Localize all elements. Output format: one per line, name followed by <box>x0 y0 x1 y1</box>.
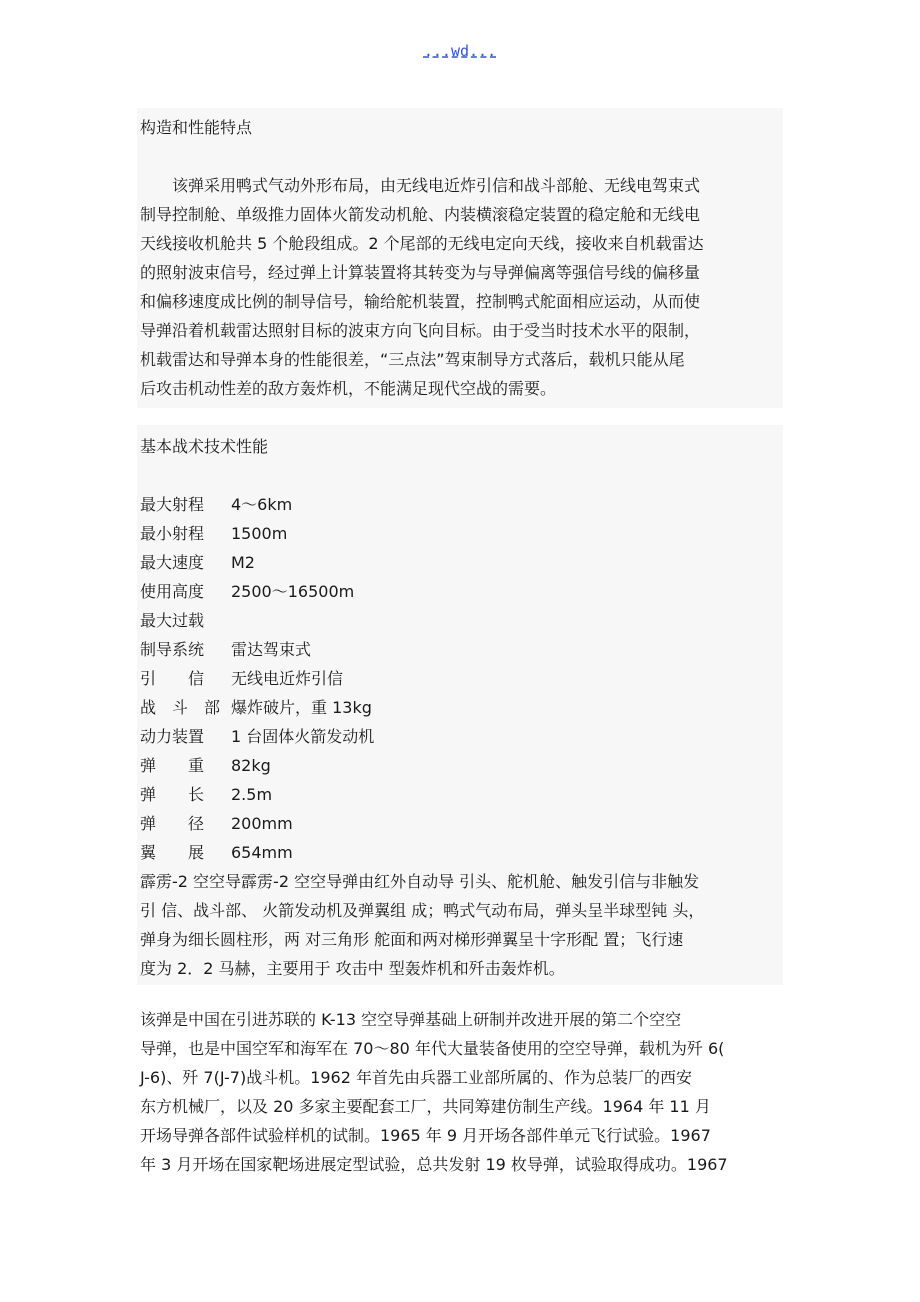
spec-row <box>140 635 786 664</box>
spec-row <box>140 664 786 693</box>
spec-value: M2 <box>231 553 255 572</box>
paragraph-line: 的照射波束信号，经过弹上计算装置将其转变为与导弹偏离等强信号线的偏移量 <box>140 263 701 282</box>
spec-key: 最大过载 <box>140 611 205 630</box>
paragraph-line: 东方机械厂，以及 20 多家主要配套工厂，共同筹建仿制生产线。1964 年 11 月 <box>140 1097 711 1116</box>
paragraph-line: 该弹是中国在引进苏联的 K-13 空空导弹基础上研制并改进开展的第二个空空 <box>140 1010 682 1029</box>
section-title: 基本战术技术性能 <box>140 437 269 456</box>
spec-row <box>140 838 786 867</box>
spec-value: 4～6km <box>231 495 293 514</box>
spec-row <box>140 519 786 548</box>
spec-value: 2.5m <box>231 785 273 804</box>
spec-value: 爆炸破片，重 13kg <box>231 698 372 717</box>
spec-row <box>140 606 786 635</box>
section-title: 构造和性能特点 <box>140 118 253 137</box>
spec-row <box>140 548 786 577</box>
spec-key: 战 斗 部 <box>140 698 221 717</box>
paragraph-line: 天线接收机舱共 5 个舱段组成。2 个尾部的无线电定向天线，接收来自机载雷达 <box>140 234 704 253</box>
spec-row <box>140 490 786 519</box>
paragraph-line: 度为 2．2 马赫，主要用于 攻击中 型轰炸机和歼击轰炸机。 <box>140 959 565 978</box>
spec-key: 最小射程 <box>140 524 205 543</box>
paragraph-line: 该弹采用鸭式气动外形布局，由无线电近炸引信和战斗部舱、无线电驾束式 <box>140 176 701 195</box>
section-specs <box>140 432 786 983</box>
spec-value: 无线电近炸引信 <box>231 669 344 688</box>
paragraph-line: 弹身为细长圆柱形，两 对三角形 舵面和两对梯形弹翼呈十字形配 置；飞行速 <box>140 930 684 949</box>
spec-value: 雷达驾束式 <box>231 640 312 659</box>
paragraph-line: 导弹，也是中国空军和海军在 70～80 年代大量装备使用的空空导弹，载机为歼 6( <box>140 1039 725 1058</box>
spec-row <box>140 751 786 780</box>
paragraph-line: 和偏移速度成比例的制导信号，输给舵机装置，控制鸭式舵面相应运动，从而使 <box>140 292 701 311</box>
spec-key: 弹 径 <box>140 814 205 833</box>
page-header <box>0 42 920 60</box>
spec-key: 最大射程 <box>140 495 205 514</box>
spec-row <box>140 693 786 722</box>
spec-row <box>140 809 786 838</box>
spec-key: 弹 长 <box>140 785 205 804</box>
spec-row <box>140 722 786 751</box>
paragraph-line: J-6)、歼 7(J-7)战斗机。1962 年首先由兵器工业部所属的、作为总装厂的西安 <box>140 1068 693 1087</box>
paragraph-line: 开场导弹各部件试验样机的试制。1965 年 9 月开场各部件单元飞行试验。1967 <box>140 1126 711 1145</box>
spec-key: 翼 展 <box>140 843 205 862</box>
paragraph-line: 机载雷达和导弹本身的性能很差，“三点法”驾束制导方式落后，载机只能从尾 <box>140 350 685 369</box>
spec-key: 弹 重 <box>140 756 205 775</box>
spec-value: 1 台固体火箭发动机 <box>231 727 375 746</box>
spec-key: 制导系统 <box>140 640 205 659</box>
spec-key: 动力装置 <box>140 727 205 746</box>
paragraph-line: 引 信、战斗部、 火箭发动机及弹翼组 成；鸭式气动布局，弹头呈半球型钝 头， <box>140 901 705 920</box>
section-history <box>140 1005 786 1179</box>
spec-key: 使用高度 <box>140 582 205 601</box>
spec-row <box>140 577 786 606</box>
spec-key: 引 信 <box>140 669 205 688</box>
paragraph-line: 后攻击机动性差的敌方轰炸机，不能满足现代空战的需要。 <box>140 379 557 398</box>
spec-value: 654mm <box>231 843 293 862</box>
paragraph-line: 制导控制舱、单级推力固体火箭发动机舱、内装横滚稳定装置的稳定舱和无线电 <box>140 205 701 224</box>
spec-value: 1500m <box>231 524 288 543</box>
spec-value: 200mm <box>231 814 293 833</box>
spec-value: 2500～16500m <box>231 582 355 601</box>
paragraph-line: 导弹沿着机载雷达照射目标的波束方向飞向目标。由于受当时技术水平的限制， <box>140 321 701 340</box>
header-link[interactable]: ...wd... <box>423 42 497 60</box>
spec-value: 82kg <box>231 756 271 775</box>
spec-key: 最大速度 <box>140 553 205 572</box>
spec-row <box>140 780 786 809</box>
paragraph-line: 年 3 月开场在国家靶场进展定型试验，总共发射 19 枚导弹，试验取得成功。1967 <box>140 1155 728 1174</box>
paragraph-line: 霹雳-2 空空导霹雳-2 空空导弹由红外自动导 引头、舵机舱、触发引信与非触发 <box>140 872 700 891</box>
section-structure <box>140 113 786 403</box>
